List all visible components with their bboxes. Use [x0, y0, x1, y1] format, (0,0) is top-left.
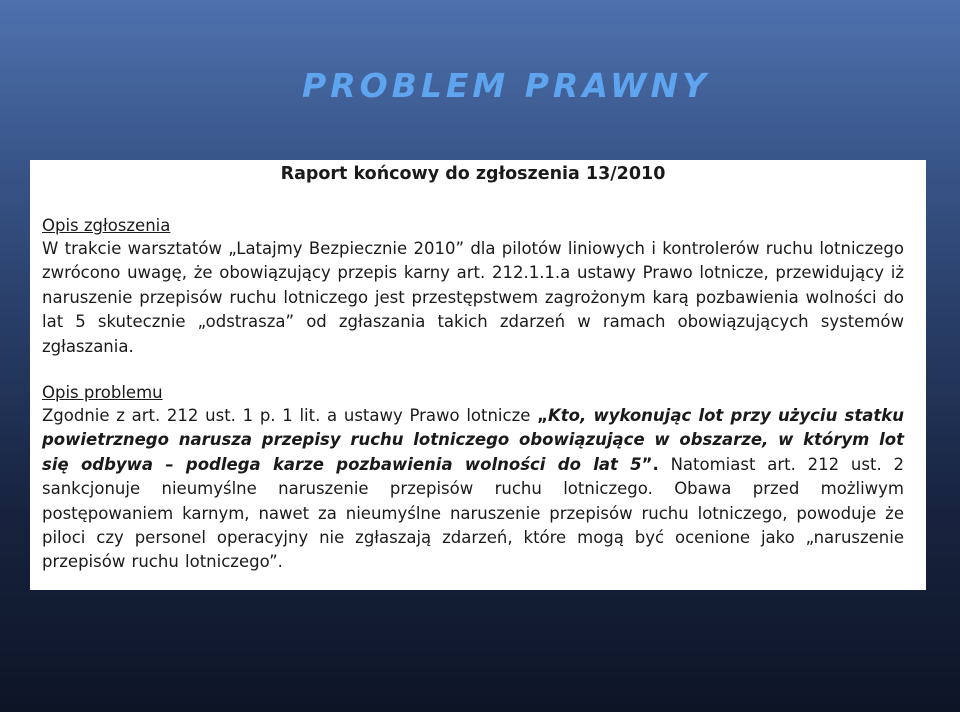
section-title-opis-problemu: Opis problemu	[42, 383, 163, 403]
section-text-opis-zgloszenia: W trakcie warsztatów „Latajmy Bezpiecznie 2010” dla pilotów liniowych i kontrolerów ruchu lotniczego zwrócono uwagę, że obowiązujący przepis karny art. 212.1.1.a ustawy Prawo lotnicze, przewidujący iż naruszenie przepisów ruchu lotniczego jest przestępstwem zagrożonym karą pozbawienia wolności do lat 5 skutecznie „odstrasza” od zgłaszania takich zdarzeń w ramach obowiązujących systemów zgłaszania.	[42, 239, 904, 356]
section-text-opis-problemu	[42, 404, 904, 575]
document-panel	[30, 160, 926, 590]
text-before-quote: Zgodnie z art. 212 ust. 1 p. 1 lit. a ustawy Prawo lotnicze	[42, 406, 538, 426]
document-heading: Raport końcowy do zgłoszenia 13/2010	[280, 164, 666, 184]
section-title-opis-zgloszenia: Opis zgłoszenia	[42, 216, 171, 235]
close-quote-mark: ”.	[641, 454, 659, 474]
slide-title: PROBLEM PRAWNY	[302, 66, 710, 105]
open-quote-mark: „	[537, 406, 548, 426]
text-after-quote: Natomiast art. 212 ust. 2 sankcjonuje nieumyślne naruszenie przepisów ruchu lotniczego. Obawa przed możliwym postępowaniem karnym, nawet za nieumyślne naruszenie przepisów ruchu lotniczego, powoduje że piloci czy personel operacyjny nie zgłaszają zdarzeń, które mogą być ocenione jako „naruszenie przepisów ruchu lotniczego”.	[42, 454, 904, 572]
law-quote: Kto, wykonując lot przy użyciu statku powietrznego narusza przepisy ruchu lotniczego obowiązujące w obszarze, w którym lot się odbywa – podlega karze pozbawienia wolności do lat 5	[42, 406, 904, 474]
